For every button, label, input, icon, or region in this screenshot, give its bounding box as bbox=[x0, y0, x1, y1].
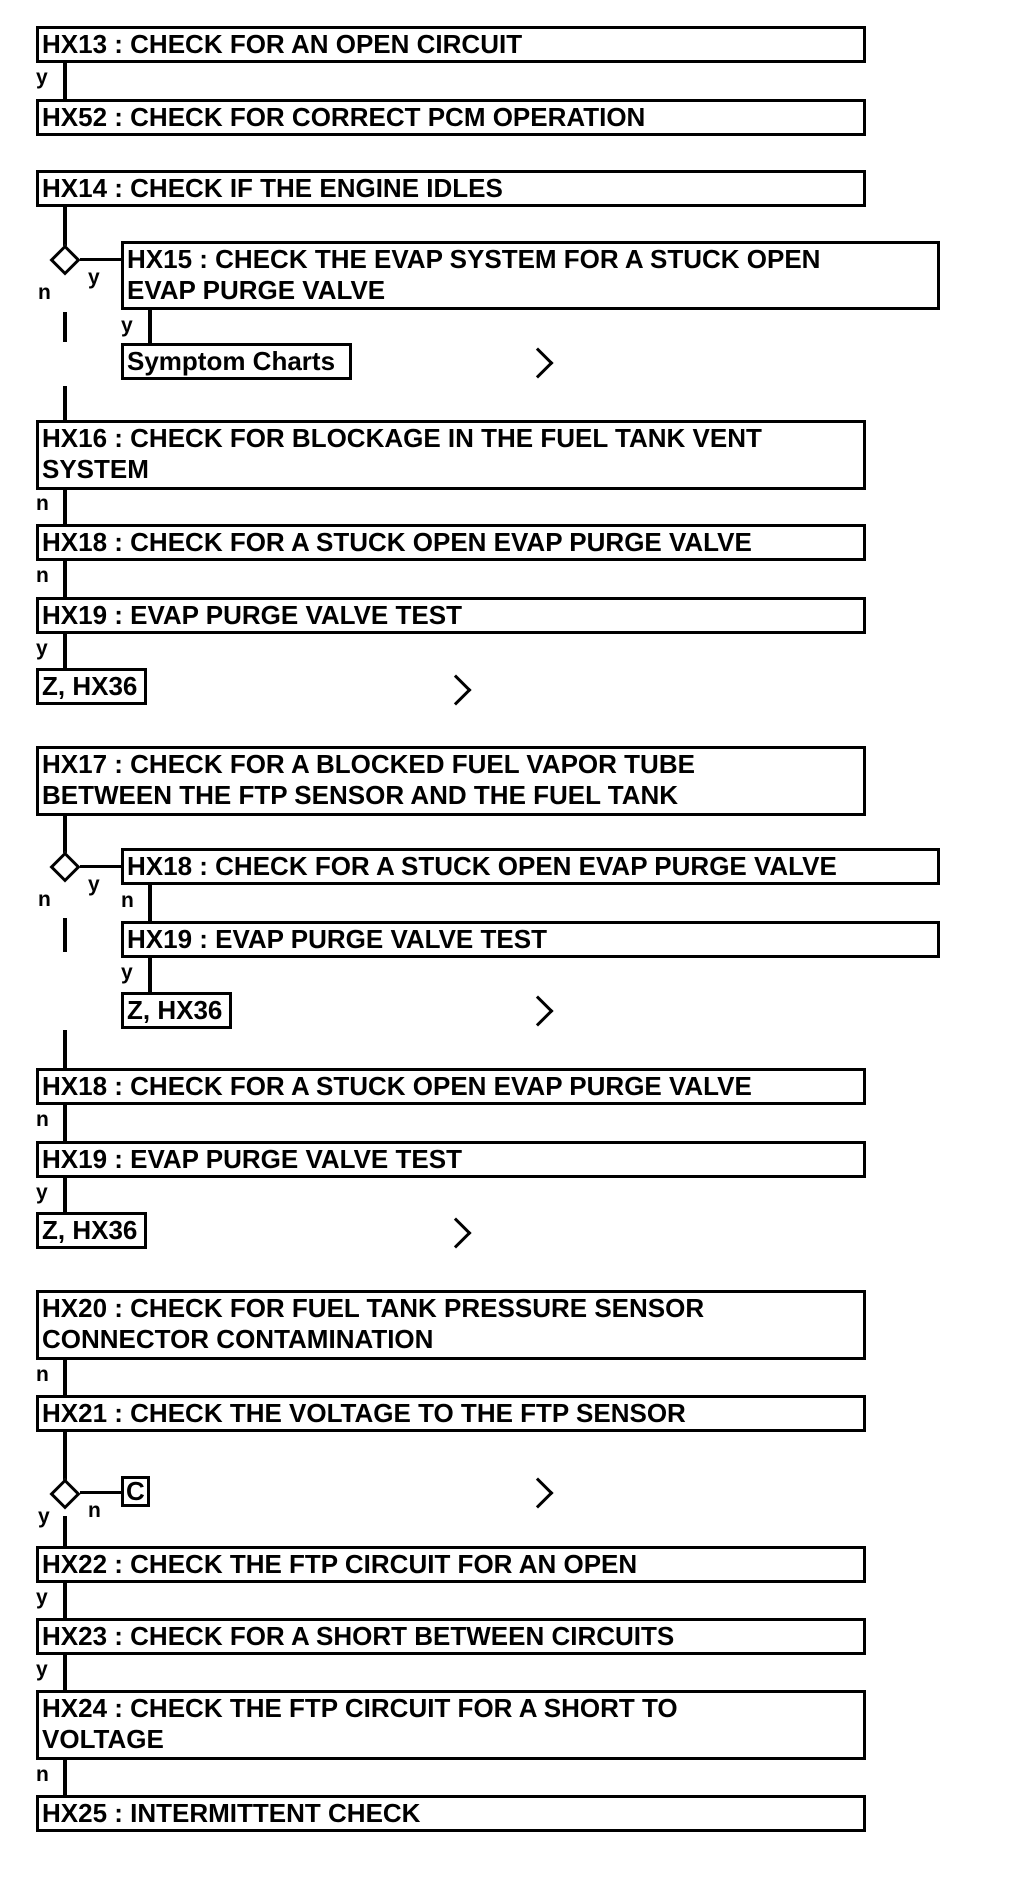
step-hx13[interactable] bbox=[36, 26, 866, 63]
connector-line bbox=[63, 1654, 67, 1691]
link-z-hx36-second[interactable] bbox=[36, 1212, 147, 1249]
step-hx24[interactable] bbox=[36, 1690, 866, 1760]
link-c[interactable] bbox=[121, 1476, 150, 1507]
connector-dashed-line bbox=[63, 386, 67, 420]
step-hx18-branch[interactable] bbox=[121, 848, 940, 885]
link-z-hx36[interactable] bbox=[36, 668, 147, 705]
step-label: HX18 : CHECK FOR A STUCK OPEN EVAP PURGE VALVE bbox=[42, 527, 752, 557]
connector-line bbox=[63, 560, 67, 598]
step-label: HX13 : CHECK FOR AN OPEN CIRCUIT bbox=[42, 29, 523, 59]
yes-label: y bbox=[88, 873, 100, 896]
connector-line bbox=[63, 1177, 67, 1213]
link-label: Symptom Charts bbox=[127, 346, 336, 376]
connector-dashed-line bbox=[63, 1030, 67, 1068]
step-label: HX19 : EVAP PURGE VALVE TEST bbox=[127, 924, 547, 954]
step-hx25[interactable] bbox=[36, 1795, 866, 1832]
connector-line bbox=[63, 1104, 67, 1142]
yes-label: y bbox=[36, 637, 48, 660]
connector-line bbox=[63, 1431, 67, 1482]
step-label-line1: HX20 : CHECK FOR FUEL TANK PRESSURE SENSOR bbox=[42, 1293, 705, 1323]
connector-line bbox=[148, 884, 152, 922]
link-z-hx36-branch[interactable] bbox=[121, 992, 232, 1029]
step-label-line2: SYSTEM bbox=[42, 454, 149, 484]
step-label: HX21 : CHECK THE VOLTAGE TO THE FTP SENSOR bbox=[42, 1398, 686, 1428]
connector-line bbox=[148, 309, 152, 345]
step-label: HX18 : CHECK FOR A STUCK OPEN EVAP PURGE VALVE bbox=[127, 851, 837, 881]
connector-dashed-line bbox=[63, 918, 67, 952]
no-label: n bbox=[38, 888, 51, 911]
step-hx19[interactable] bbox=[36, 597, 866, 634]
step-label: HX25 : INTERMITTENT CHECK bbox=[42, 1798, 421, 1828]
step-hx15[interactable] bbox=[121, 241, 940, 310]
chevron-right-icon[interactable] bbox=[522, 995, 553, 1026]
step-hx21[interactable] bbox=[36, 1395, 866, 1432]
connector-line bbox=[80, 1491, 123, 1494]
no-label: n bbox=[88, 1499, 101, 1522]
step-hx18-second[interactable] bbox=[36, 1068, 866, 1105]
step-hx23[interactable] bbox=[36, 1618, 866, 1655]
no-label: n bbox=[36, 1108, 49, 1131]
chevron-right-icon[interactable] bbox=[440, 674, 471, 705]
yes-label: y bbox=[88, 266, 100, 289]
connector-line bbox=[63, 1582, 67, 1619]
yes-label: y bbox=[38, 1505, 50, 1528]
step-hx52[interactable] bbox=[36, 99, 866, 136]
link-label: C bbox=[126, 1476, 145, 1506]
yes-label: y bbox=[36, 1181, 48, 1204]
no-label: n bbox=[36, 564, 49, 587]
step-hx17[interactable] bbox=[36, 746, 866, 816]
step-label-line1: HX24 : CHECK THE FTP CIRCUIT FOR A SHORT TO bbox=[42, 1693, 678, 1723]
chevron-right-icon[interactable] bbox=[440, 1217, 471, 1248]
connector-dashed-line bbox=[63, 312, 67, 342]
link-label: Z, HX36 bbox=[42, 1215, 138, 1245]
yes-label: y bbox=[121, 961, 133, 984]
step-label: HX22 : CHECK THE FTP CIRCUIT FOR AN OPEN bbox=[42, 1549, 638, 1579]
no-label: n bbox=[121, 889, 134, 912]
decision-diamond-icon bbox=[49, 244, 80, 275]
yes-label: y bbox=[36, 1586, 48, 1609]
yes-label: y bbox=[121, 314, 133, 337]
no-label: n bbox=[36, 492, 49, 515]
connector-line bbox=[148, 957, 152, 993]
connector-line bbox=[63, 1759, 67, 1796]
link-label: Z, HX36 bbox=[127, 995, 223, 1025]
yes-label: y bbox=[36, 1658, 48, 1681]
step-hx19-branch[interactable] bbox=[121, 921, 940, 958]
step-label-line2: EVAP PURGE VALVE bbox=[127, 275, 386, 305]
step-label: HX18 : CHECK FOR A STUCK OPEN EVAP PURGE VALVE bbox=[42, 1071, 752, 1101]
connector-line bbox=[63, 1516, 67, 1547]
decision-diamond-icon bbox=[49, 1478, 80, 1509]
step-label-line1: HX16 : CHECK FOR BLOCKAGE IN THE FUEL TANK VENT bbox=[42, 423, 762, 453]
connector-line bbox=[63, 489, 67, 525]
step-label-line2: VOLTAGE bbox=[42, 1724, 164, 1754]
step-label: HX23 : CHECK FOR A SHORT BETWEEN CIRCUITS bbox=[42, 1621, 675, 1651]
step-hx18[interactable] bbox=[36, 524, 866, 561]
connector-line bbox=[63, 633, 67, 669]
step-hx22[interactable] bbox=[36, 1546, 866, 1583]
yes-label: y bbox=[36, 66, 48, 89]
decision-diamond-icon bbox=[49, 851, 80, 882]
step-hx16[interactable] bbox=[36, 420, 866, 490]
connector-line bbox=[63, 62, 67, 100]
step-label: HX14 : CHECK IF THE ENGINE IDLES bbox=[42, 173, 503, 203]
connector-line bbox=[80, 865, 123, 868]
step-label: HX19 : EVAP PURGE VALVE TEST bbox=[42, 1144, 462, 1174]
step-label: HX19 : EVAP PURGE VALVE TEST bbox=[42, 600, 462, 630]
connector-line bbox=[80, 258, 123, 261]
link-symptom-charts[interactable] bbox=[121, 343, 352, 380]
step-hx14[interactable] bbox=[36, 170, 866, 207]
step-label-line1: HX15 : CHECK THE EVAP SYSTEM FOR A STUCK OPEN bbox=[127, 244, 821, 274]
no-label: n bbox=[36, 1763, 49, 1786]
no-label: n bbox=[36, 1363, 49, 1386]
chevron-right-icon[interactable] bbox=[522, 1477, 553, 1508]
step-hx20[interactable] bbox=[36, 1290, 866, 1360]
connector-line bbox=[63, 815, 67, 853]
chevron-right-icon[interactable] bbox=[522, 347, 553, 378]
step-label-line2: BETWEEN THE FTP SENSOR AND THE FUEL TANK bbox=[42, 780, 679, 810]
no-label: n bbox=[38, 281, 51, 304]
step-label-line2: CONNECTOR CONTAMINATION bbox=[42, 1324, 434, 1354]
step-label: HX52 : CHECK FOR CORRECT PCM OPERATION bbox=[42, 102, 646, 132]
step-hx19-second[interactable] bbox=[36, 1141, 866, 1178]
step-label-line1: HX17 : CHECK FOR A BLOCKED FUEL VAPOR TUBE bbox=[42, 749, 695, 779]
link-label: Z, HX36 bbox=[42, 671, 138, 701]
connector-line bbox=[63, 1359, 67, 1396]
connector-line bbox=[63, 206, 67, 246]
